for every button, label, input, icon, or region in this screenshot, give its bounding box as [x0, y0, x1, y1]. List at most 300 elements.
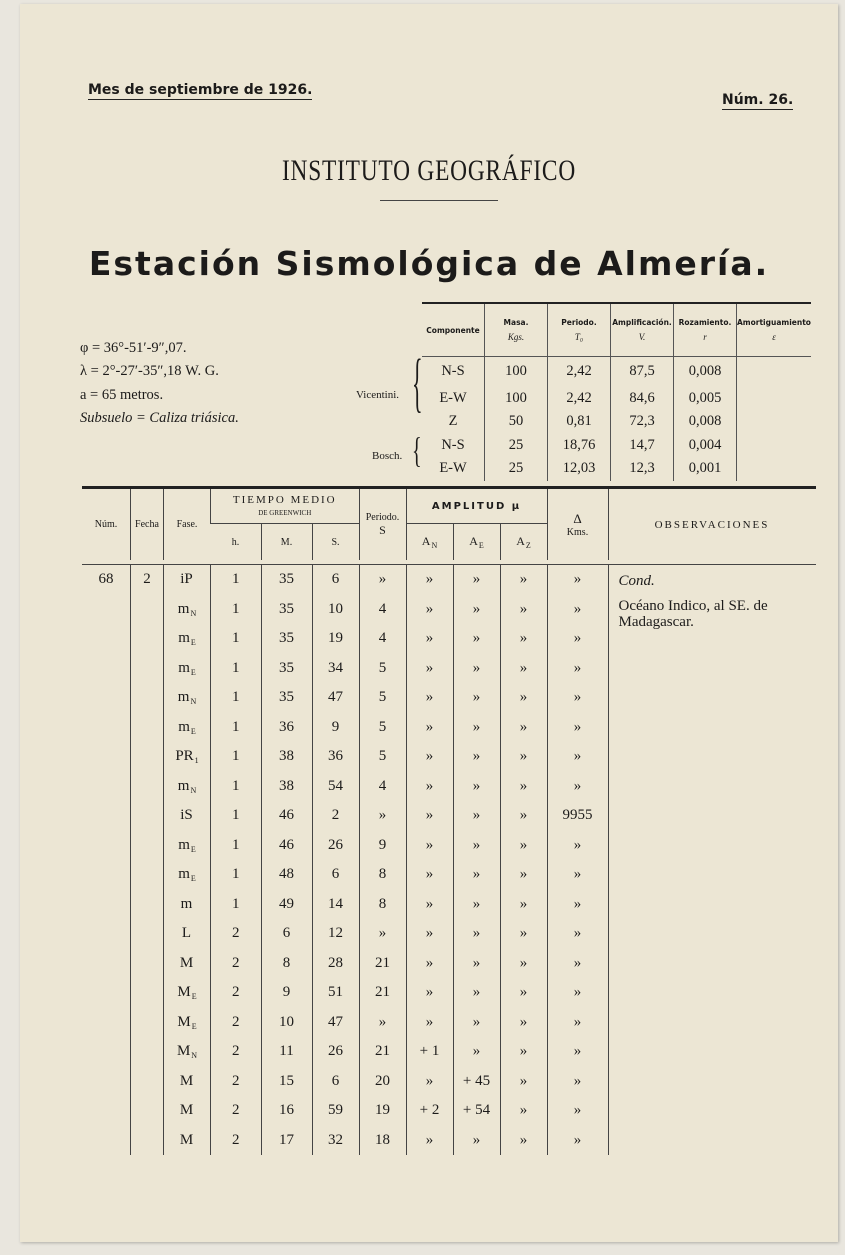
- cell-an: »: [406, 742, 453, 772]
- cell-ae: »: [453, 801, 500, 831]
- cell-fase: [164, 713, 211, 743]
- cell-per: 5: [359, 713, 406, 743]
- cell-m: 46: [261, 801, 312, 831]
- phase-subscript: E: [190, 874, 196, 884]
- cell-fecha: [131, 1037, 164, 1067]
- col-fecha: Fecha: [131, 488, 164, 561]
- instrument-cell: [737, 357, 811, 387]
- cell-ae: »: [453, 860, 500, 890]
- phase-subscript: 1: [194, 756, 199, 766]
- instrument-cell: E-W: [439, 460, 467, 477]
- phase-label: m: [180, 895, 193, 912]
- cell-m: 10: [261, 1008, 312, 1038]
- cell-an: »: [406, 801, 453, 831]
- cell-az: »: [500, 742, 547, 772]
- cell-d: 9955: [547, 801, 608, 831]
- cell-an: »: [406, 624, 453, 654]
- cell-fase: [164, 742, 211, 772]
- observations-table: [82, 486, 816, 1155]
- cell-fase: [164, 1096, 211, 1126]
- cell-az: »: [500, 683, 547, 713]
- cell-ae: + 54: [453, 1096, 500, 1126]
- col-periodo: Periodo. T₀: [548, 303, 611, 357]
- phase-label: m: [178, 630, 190, 647]
- instrument-cell: [737, 457, 811, 481]
- cell-per: 9: [359, 831, 406, 861]
- cell-an: »: [406, 949, 453, 979]
- cell-fase: [164, 624, 211, 654]
- latitude: φ = 36°-51′-9″,07.: [80, 340, 187, 356]
- cell-num: [82, 978, 131, 1008]
- instrument-cell: N-S: [441, 436, 465, 453]
- cell-m: 16: [261, 1096, 312, 1126]
- cell-s: 47: [312, 683, 359, 713]
- cell-num: [82, 890, 131, 920]
- instrument-cell: 25: [485, 434, 548, 458]
- cell-s: 6: [312, 860, 359, 890]
- cell-per: 4: [359, 772, 406, 802]
- cell-num: [82, 595, 131, 625]
- cell-fase: [164, 860, 211, 890]
- cell-d: »: [547, 890, 608, 920]
- cell-num: [82, 1126, 131, 1156]
- cell-fecha: [131, 1067, 164, 1097]
- instrument-row: [422, 457, 811, 481]
- cell-az: »: [500, 713, 547, 743]
- cell-an: »: [406, 595, 453, 625]
- brace-vicentini: {: [412, 344, 423, 419]
- station-title: Estación Sismológica de Almería.: [88, 244, 770, 283]
- col-rozamiento: Rozamiento. r: [674, 303, 737, 357]
- phase-label: m: [178, 836, 190, 853]
- cell-h: 1: [211, 624, 262, 654]
- cell-s: 54: [312, 772, 359, 802]
- cell-ae: »: [453, 949, 500, 979]
- cell-az: »: [500, 978, 547, 1008]
- instrument-cell: 18,76: [548, 434, 611, 458]
- cell-an: »: [406, 772, 453, 802]
- instrument-cell: 2,42: [548, 387, 611, 411]
- obs-location: Océano Indico, al SE. de Madagascar.: [618, 598, 768, 630]
- cell-d: »: [547, 1096, 608, 1126]
- cell-num: [82, 654, 131, 684]
- cell-h: 1: [211, 565, 262, 595]
- cell-m: 36: [261, 713, 312, 743]
- phase-label: m: [177, 689, 190, 706]
- cell-an: »: [406, 978, 453, 1008]
- phase-subscript: E: [191, 992, 197, 1002]
- cell-s: 9: [312, 713, 359, 743]
- instrument-cell: 14,7: [611, 434, 674, 458]
- instrument-cell: 0,008: [674, 410, 737, 434]
- cell-fecha: [131, 654, 164, 684]
- instrument-cell: 72,3: [611, 410, 674, 434]
- col-m: M.: [261, 524, 312, 561]
- phase-label: m: [177, 600, 190, 617]
- instrument-row: [422, 387, 811, 411]
- phase-label: M: [179, 1072, 194, 1089]
- cell-ae: »: [453, 624, 500, 654]
- instrument-cell: 100: [485, 387, 548, 411]
- col-componente: Componente: [422, 303, 485, 357]
- cell-fecha: [131, 949, 164, 979]
- cell-h: 1: [211, 890, 262, 920]
- cell-h: 1: [211, 801, 262, 831]
- phase-label: iS: [180, 807, 193, 824]
- cell-h: 2: [211, 1008, 262, 1038]
- cell-d: »: [547, 1126, 608, 1156]
- cell-ae: »: [453, 831, 500, 861]
- cell-num: [82, 742, 131, 772]
- instrument-row: [422, 357, 811, 387]
- cell-fecha: [131, 772, 164, 802]
- instrument-cell: 84,6: [611, 387, 674, 411]
- phase-label: m: [178, 718, 190, 735]
- cell-s: 14: [312, 890, 359, 920]
- cell-d: »: [547, 713, 608, 743]
- cell-d: »: [547, 624, 608, 654]
- cell-num: [82, 801, 131, 831]
- cell-fecha: [131, 978, 164, 1008]
- cell-fecha: [131, 831, 164, 861]
- cell-m: 46: [261, 831, 312, 861]
- cell-num: [82, 1067, 131, 1097]
- cell-h: 1: [211, 713, 262, 743]
- col-amplitud: AMPLITUD μ: [406, 488, 547, 524]
- cell-s: 10: [312, 595, 359, 625]
- cell-fase: [164, 1126, 211, 1156]
- cell-ae: »: [453, 742, 500, 772]
- cell-num: [82, 1037, 131, 1067]
- longitude: λ = 2°-27′-35″,18 W. G.: [80, 363, 219, 379]
- cell-m: 35: [261, 565, 312, 595]
- instrument-cell: [737, 410, 811, 434]
- cell-per: »: [359, 801, 406, 831]
- cell-h: 2: [211, 919, 262, 949]
- cell-az: »: [500, 1008, 547, 1038]
- cell-fase: [164, 1037, 211, 1067]
- cell-d: »: [547, 595, 608, 625]
- cell-an: »: [406, 1008, 453, 1038]
- cell-m: 48: [261, 860, 312, 890]
- phase-label: M: [177, 984, 191, 1001]
- col-observaciones: OBSERVACIONES: [608, 488, 816, 561]
- cell-num: [82, 1008, 131, 1038]
- cell-d: »: [547, 1067, 608, 1097]
- cell-per: 18: [359, 1126, 406, 1156]
- cell-d: »: [547, 831, 608, 861]
- phase-label: m: [177, 777, 190, 794]
- title-divider: [380, 200, 498, 201]
- instrument-cell: 0,008: [674, 357, 737, 387]
- cell-s: 34: [312, 654, 359, 684]
- col-an: $A_N$: [406, 524, 453, 561]
- cell-fecha: [131, 742, 164, 772]
- instrument-cell: [737, 387, 811, 411]
- cell-s: 6: [312, 565, 359, 595]
- cell-d: »: [547, 1037, 608, 1067]
- phase-label: PR: [175, 748, 194, 765]
- cell-num: 68: [98, 571, 114, 588]
- cell-d: »: [547, 949, 608, 979]
- cell-h: 2: [211, 1126, 262, 1156]
- cell-fase: [164, 683, 211, 713]
- cell-num: [82, 772, 131, 802]
- cell-an: »: [406, 565, 453, 595]
- col-tiempo-medio: TIEMPO MEDIO DE GREENWICH: [211, 488, 360, 524]
- cell-h: 1: [211, 595, 262, 625]
- cell-az: »: [500, 831, 547, 861]
- cell-ae: »: [453, 654, 500, 684]
- cell-num: [82, 831, 131, 861]
- col-delta: Δ Kms.: [547, 488, 608, 561]
- phase-label: M: [177, 1013, 191, 1030]
- cell-an: + 1: [406, 1037, 453, 1067]
- phase-label: iP: [180, 571, 193, 588]
- cell-s: 12: [312, 919, 359, 949]
- cell-h: 2: [211, 978, 262, 1008]
- cell-fase: [164, 565, 211, 595]
- cell-az: »: [500, 890, 547, 920]
- col-s: S.: [312, 524, 359, 561]
- cell-ae: »: [453, 683, 500, 713]
- cell-per: 21: [359, 1037, 406, 1067]
- phase-subscript: E: [190, 844, 196, 854]
- cell-az: »: [500, 595, 547, 625]
- cell-ae: »: [453, 565, 500, 595]
- cell-per: 21: [359, 949, 406, 979]
- cell-s: 6: [312, 1067, 359, 1097]
- instrument-vicentini: Vicentini.: [356, 389, 400, 401]
- cell-an: »: [406, 860, 453, 890]
- cell-an: »: [406, 890, 453, 920]
- cell-m: 8: [261, 949, 312, 979]
- cell-fase: [164, 595, 211, 625]
- instrument-cell: 12,3: [611, 457, 674, 481]
- cell-az: »: [500, 654, 547, 684]
- cell-h: 1: [211, 772, 262, 802]
- cell-fase: [164, 919, 211, 949]
- cell-an: »: [406, 713, 453, 743]
- cell-m: 9: [261, 978, 312, 1008]
- cell-per: 20: [359, 1067, 406, 1097]
- cell-az: »: [500, 801, 547, 831]
- cell-az: »: [500, 949, 547, 979]
- institute-name: INSTITUTO GEOGRÁFICO: [281, 154, 577, 187]
- cell-m: 35: [261, 595, 312, 625]
- cell-fase: [164, 801, 211, 831]
- cell-ae: »: [453, 772, 500, 802]
- cell-fecha: [131, 1096, 164, 1126]
- instrument-cell: Z: [448, 413, 458, 430]
- cell-fase: [164, 978, 211, 1008]
- cell-fase: [164, 772, 211, 802]
- cell-s: 47: [312, 1008, 359, 1038]
- cell-m: 49: [261, 890, 312, 920]
- phase-subscript: E: [190, 726, 196, 736]
- instrument-cell: 100: [485, 357, 548, 387]
- cell-ae: »: [453, 1037, 500, 1067]
- cell-num: [82, 713, 131, 743]
- col-amortiguamiento: Amortiguamiento ε: [737, 303, 811, 357]
- cell-fecha: [131, 890, 164, 920]
- cell-ae: »: [453, 919, 500, 949]
- cell-per: »: [359, 565, 406, 595]
- col-masa: Masa. Kgs.: [485, 303, 548, 357]
- cell-an: »: [406, 831, 453, 861]
- cell-num: [82, 683, 131, 713]
- brace-bosch: {: [412, 431, 422, 471]
- cell-ae: »: [453, 890, 500, 920]
- instrument-cell: [737, 434, 811, 458]
- cell-an: »: [406, 1067, 453, 1097]
- cell-s: 28: [312, 949, 359, 979]
- cell-h: 2: [211, 1096, 262, 1126]
- cell-d: »: [547, 742, 608, 772]
- cell-d: »: [547, 565, 608, 595]
- cell-fecha: 2: [131, 565, 164, 595]
- cell-s: 26: [312, 1037, 359, 1067]
- cell-s: 2: [312, 801, 359, 831]
- cell-m: 15: [261, 1067, 312, 1097]
- col-amplificacion: Amplificación. V.: [611, 303, 674, 357]
- cell-fase: [164, 1008, 211, 1038]
- cell-az: »: [500, 1067, 547, 1097]
- cell-fecha: [131, 713, 164, 743]
- cell-an: »: [406, 654, 453, 684]
- cell-fecha: [131, 624, 164, 654]
- col-ae: $A_E$: [453, 524, 500, 561]
- instrument-cell: 87,5: [611, 357, 674, 387]
- cell-az: »: [500, 1037, 547, 1067]
- phase-label: M: [176, 1043, 191, 1060]
- cell-h: 1: [211, 860, 262, 890]
- altitude: a = 65 metros.: [80, 387, 164, 403]
- table-row: [82, 565, 816, 595]
- cell-fecha: [131, 1008, 164, 1038]
- cell-az: »: [500, 565, 547, 595]
- phase-subscript: N: [190, 697, 197, 707]
- cell-m: 38: [261, 742, 312, 772]
- cell-fecha: [131, 595, 164, 625]
- col-periodo-s: Periodo. S: [359, 488, 406, 561]
- cell-m: 38: [261, 772, 312, 802]
- cell-ae: »: [453, 1126, 500, 1156]
- cell-fase: [164, 890, 211, 920]
- cell-d: »: [547, 654, 608, 684]
- instrument-cell: 50: [485, 410, 548, 434]
- phase-label: L: [181, 925, 192, 942]
- cell-ae: »: [453, 1008, 500, 1038]
- cell-s: 36: [312, 742, 359, 772]
- cell-m: 17: [261, 1126, 312, 1156]
- phase-label: m: [178, 866, 190, 883]
- cell-s: 32: [312, 1126, 359, 1156]
- cell-h: 1: [211, 831, 262, 861]
- cell-h: 1: [211, 742, 262, 772]
- cell-d: »: [547, 683, 608, 713]
- cell-h: 2: [211, 1037, 262, 1067]
- obs-cond: Cond.: [618, 573, 655, 589]
- cell-d: »: [547, 860, 608, 890]
- phase-subscript: N: [190, 785, 197, 795]
- cell-fecha: [131, 919, 164, 949]
- cell-per: »: [359, 1008, 406, 1038]
- cell-az: »: [500, 919, 547, 949]
- cell-fase: [164, 1067, 211, 1097]
- cell-an: »: [406, 1126, 453, 1156]
- cell-num: [82, 1096, 131, 1126]
- phase-label: M: [179, 1131, 194, 1148]
- issue-number: Núm. 26.: [722, 92, 794, 108]
- cell-num: [82, 919, 131, 949]
- cell-d: »: [547, 1008, 608, 1038]
- cell-per: 8: [359, 860, 406, 890]
- cell-ae: + 45: [453, 1067, 500, 1097]
- phase-subscript: E: [190, 667, 196, 677]
- instrument-cell: N-S: [441, 363, 465, 380]
- cell-s: 26: [312, 831, 359, 861]
- observations-text: [608, 565, 816, 1156]
- cell-fase: [164, 949, 211, 979]
- col-h: h.: [231, 536, 240, 548]
- instrument-cell: 0,001: [674, 457, 737, 481]
- cell-an: »: [406, 683, 453, 713]
- cell-az: »: [500, 772, 547, 802]
- cell-h: 1: [211, 654, 262, 684]
- cell-per: 8: [359, 890, 406, 920]
- cell-d: »: [547, 978, 608, 1008]
- subsoil: Subsuelo = Caliza triásica.: [80, 410, 239, 426]
- cell-per: 5: [359, 654, 406, 684]
- cell-h: 1: [211, 683, 262, 713]
- instrument-cell: 12,03: [548, 457, 611, 481]
- document-page: [20, 4, 838, 1242]
- col-fase: Fase.: [164, 488, 211, 561]
- cell-m: 35: [261, 683, 312, 713]
- cell-m: 35: [261, 654, 312, 684]
- cell-fase: [164, 654, 211, 684]
- issue-month: Mes de septiembre de 1926.: [88, 82, 313, 98]
- cell-fase: [164, 831, 211, 861]
- instrument-cell: E-W: [439, 389, 467, 406]
- cell-az: »: [500, 860, 547, 890]
- col-az: $A_Z$: [500, 524, 547, 561]
- phase-subscript: E: [190, 638, 196, 648]
- instrument-row: [422, 434, 811, 458]
- cell-m: 6: [261, 919, 312, 949]
- cell-az: »: [500, 1126, 547, 1156]
- instrument-table: [422, 302, 811, 481]
- phase-subscript: N: [191, 1051, 198, 1061]
- cell-az: »: [500, 1096, 547, 1126]
- cell-h: 2: [211, 949, 262, 979]
- cell-num: [82, 624, 131, 654]
- cell-per: »: [359, 919, 406, 949]
- cell-num: [82, 949, 131, 979]
- cell-ae: »: [453, 595, 500, 625]
- cell-s: 19: [312, 624, 359, 654]
- cell-per: 19: [359, 1096, 406, 1126]
- phase-label: M: [179, 954, 194, 971]
- cell-fecha: [131, 860, 164, 890]
- cell-d: »: [547, 919, 608, 949]
- phase-label: M: [179, 1102, 194, 1119]
- cell-an: »: [406, 919, 453, 949]
- cell-num: [82, 860, 131, 890]
- cell-m: 11: [261, 1037, 312, 1067]
- cell-an: + 2: [406, 1096, 453, 1126]
